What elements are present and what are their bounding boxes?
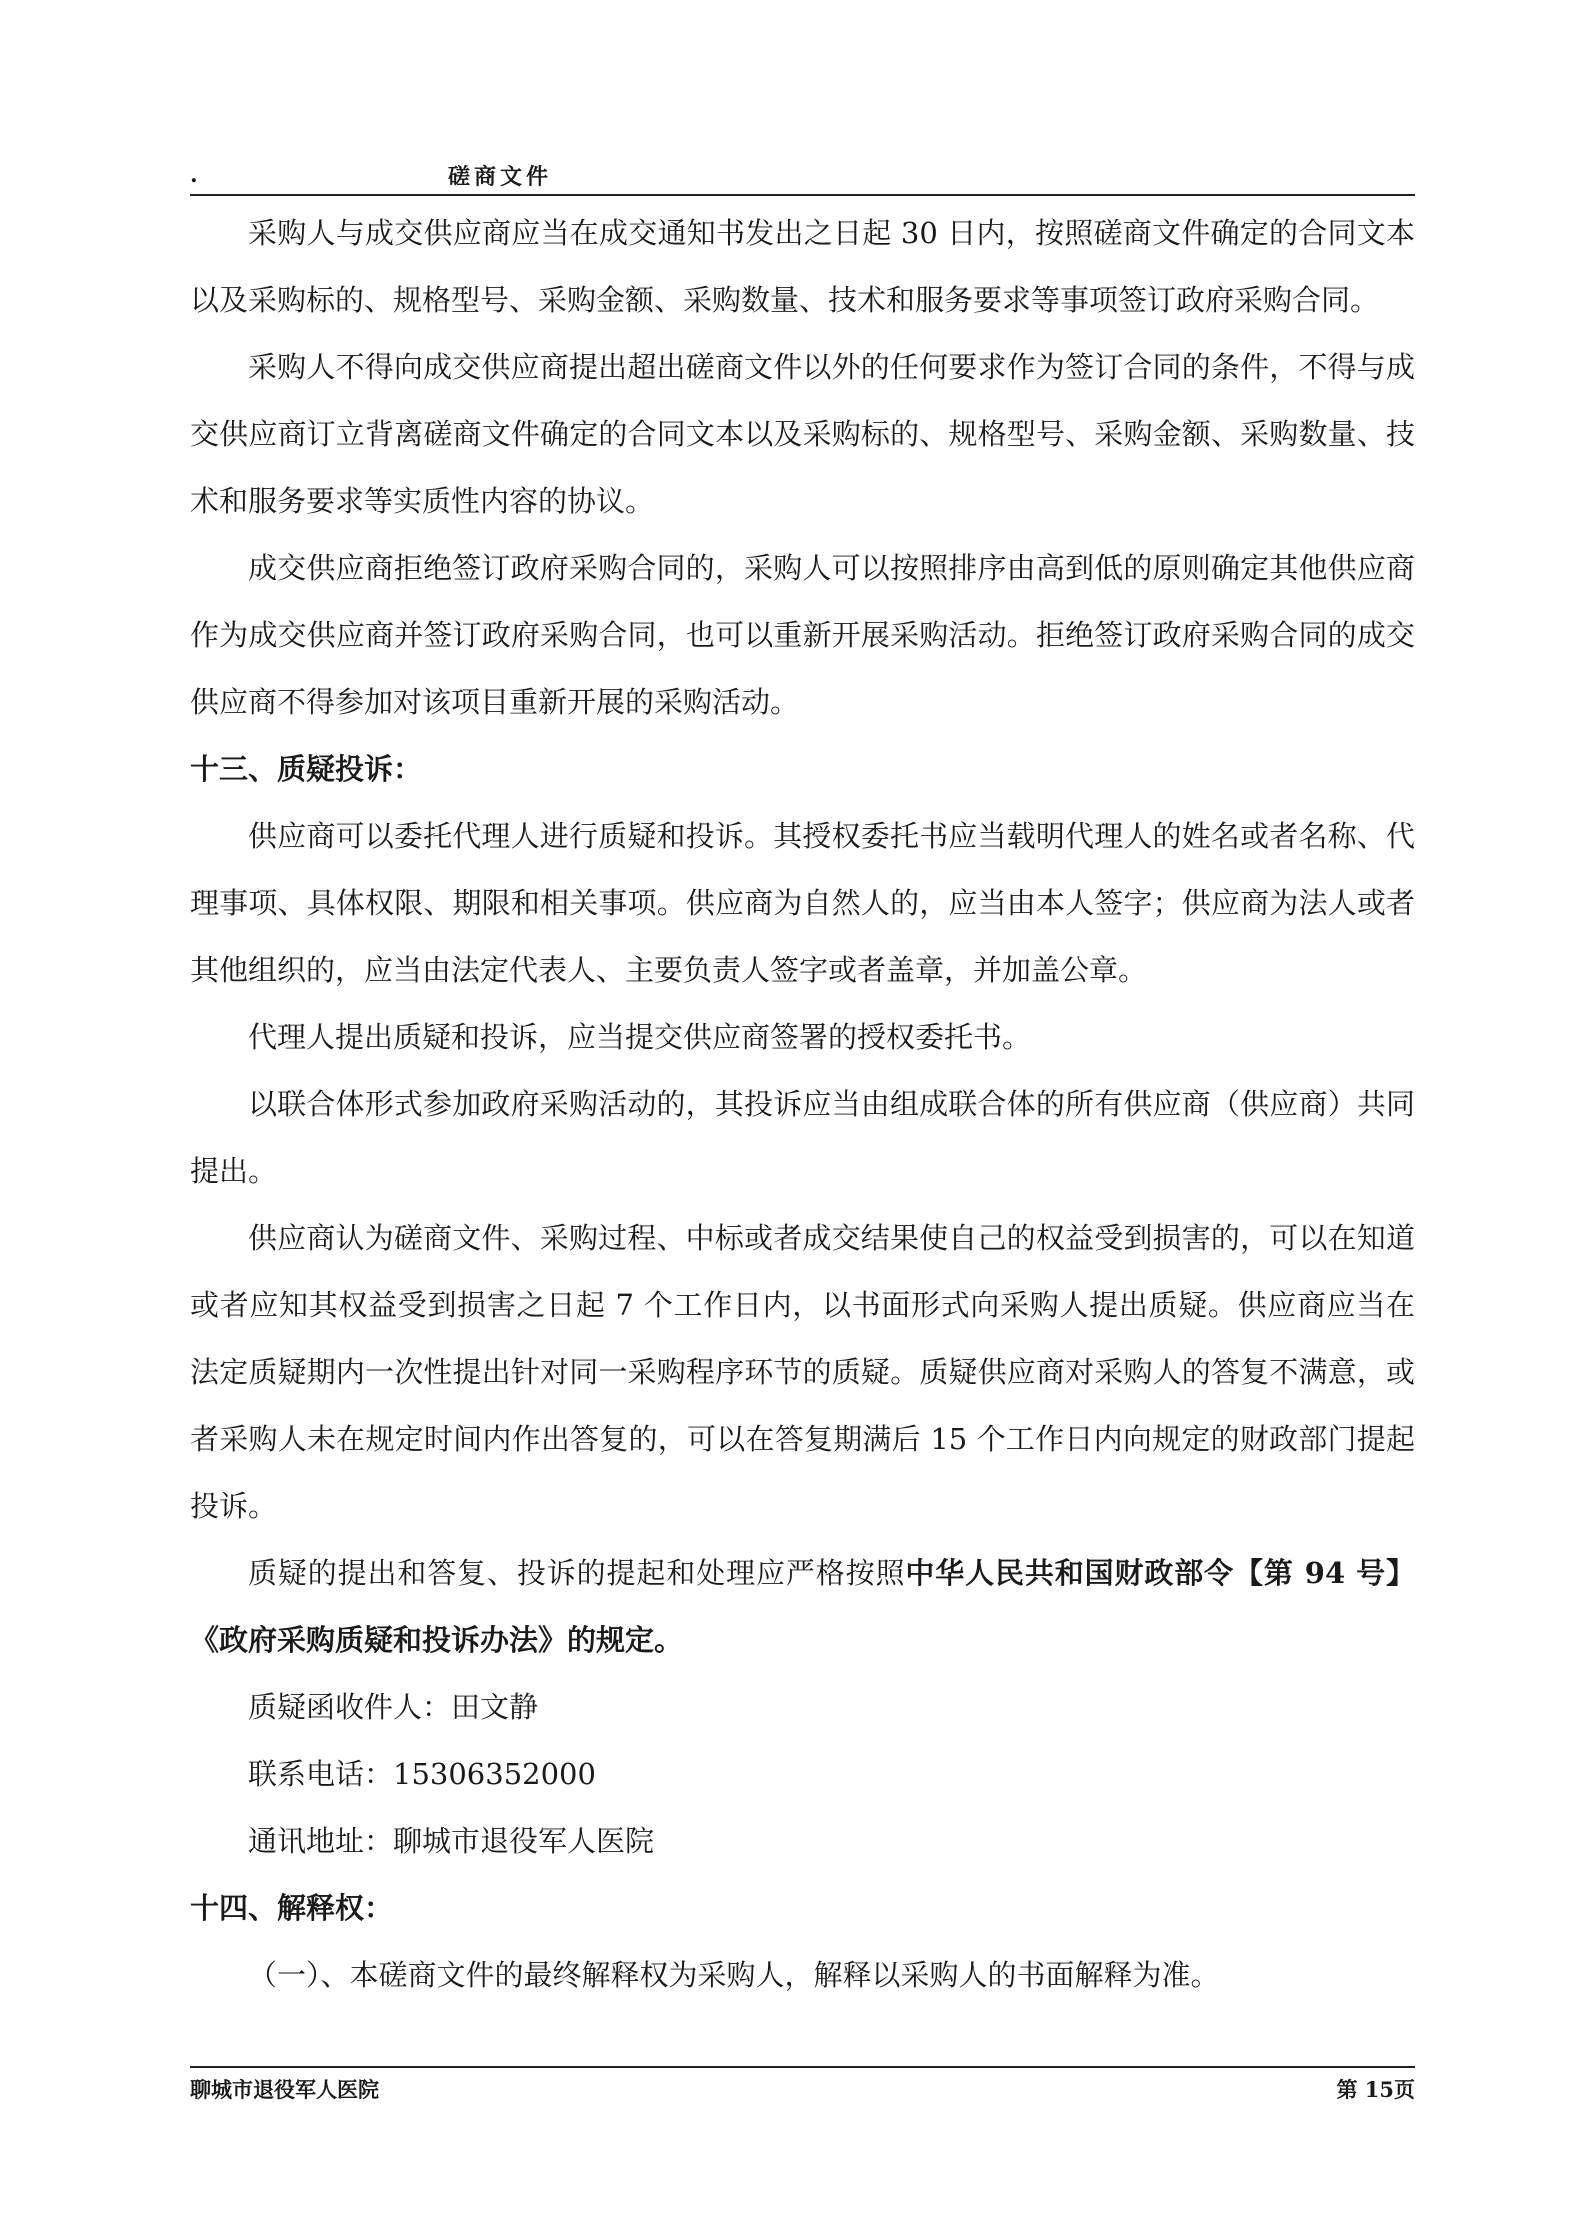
page-footer	[190, 2066, 1415, 2108]
paragraph-no-extra-requirements: 采购人不得向成交供应商提出超出磋商文件以外的任何要求作为签订合同的条件，不得与成交供应商订立背离磋商文件确定的合同文本以及采购标的、规格型号、采购金额、采购数量、技术和服务要求等实质性内容的协议。	[190, 350, 1415, 518]
section-heading-interpretation: 十四、解释权：	[190, 1891, 394, 1925]
regulation-intro: 质疑的提出和答复、投诉的提起和处理应严格按照	[248, 1556, 906, 1590]
header-title: 磋商文件	[448, 164, 553, 190]
contact-phone: 联系电话：15306352000	[248, 1757, 596, 1791]
paragraph-agent-authorization: 供应商可以委托代理人进行质疑和投诉。其授权委托书应当载明代理人的姓名或者名称、代理事项、具体权限、期限和相关事项。供应商为自然人的，应当由本人签字；供应商为法人或者其他组织的，应当由法定代表人、主要负责人签字或者盖章，并加盖公章。	[190, 819, 1415, 987]
footer-organization: 聊城市退役军人医院	[190, 2077, 379, 2102]
contact-address: 通讯地址：聊城市退役军人医院	[248, 1824, 655, 1858]
paragraph-interpretation-right: （一）、本磋商文件的最终解释权为采购人，解释以采购人的书面解释为准。	[248, 1958, 1220, 1992]
paragraph-consortium: 以联合体形式参加政府采购活动的，其投诉应当由组成联合体的所有供应商（供应商）共同提出。	[190, 1087, 1415, 1188]
contact-person: 质疑函收件人：田文静	[248, 1690, 539, 1724]
regulation-name: 中华人民共和国财政部令【第 94 号】《政府采购质疑和投诉办法》的规定。	[190, 1556, 1415, 1657]
page-body	[190, 200, 1415, 2009]
footer-page-number: 第 15页	[1336, 2077, 1415, 2102]
paragraph-agent-submission: 代理人提出质疑和投诉，应当提交供应商签署的授权委托书。	[248, 1020, 1032, 1054]
paragraph-refusal-to-sign: 成交供应商拒绝签订政府采购合同的，采购人可以按照排序由高到低的原则确定其他供应商作为成交供应商并签订政府采购合同，也可以重新开展采购活动。拒绝签订政府采购合同的成交供应商不得参加对该项目重新开展的采购活动。	[190, 551, 1415, 719]
paragraph-regulation-reference	[190, 1540, 1415, 1674]
header-marker: .	[190, 162, 198, 188]
page-header	[190, 150, 1415, 196]
section-heading-complaints: 十三、质疑投诉：	[190, 752, 423, 786]
paragraph-contract-signing: 采购人与成交供应商应当在成交通知书发出之日起 30 日内，按照磋商文件确定的合同文本以及采购标的、规格型号、采购金额、采购数量、技术和服务要求等事项签订政府采购合同。	[190, 216, 1415, 317]
paragraph-complaint-timeline: 供应商认为磋商文件、采购过程、中标或者成交结果使自己的权益受到损害的，可以在知道或者应知其权益受到损害之日起 7 个工作日内，以书面形式向采购人提出质疑。供应商应当在法定质疑期内一次性提出针对同一采购程序环节的质疑。质疑供应商对采购人的答复不满意，或者采购人未在规定时间内作出答复的，可以在答复期满后 15 个工作日内向规定的财政部门提起投诉。	[190, 1221, 1415, 1523]
